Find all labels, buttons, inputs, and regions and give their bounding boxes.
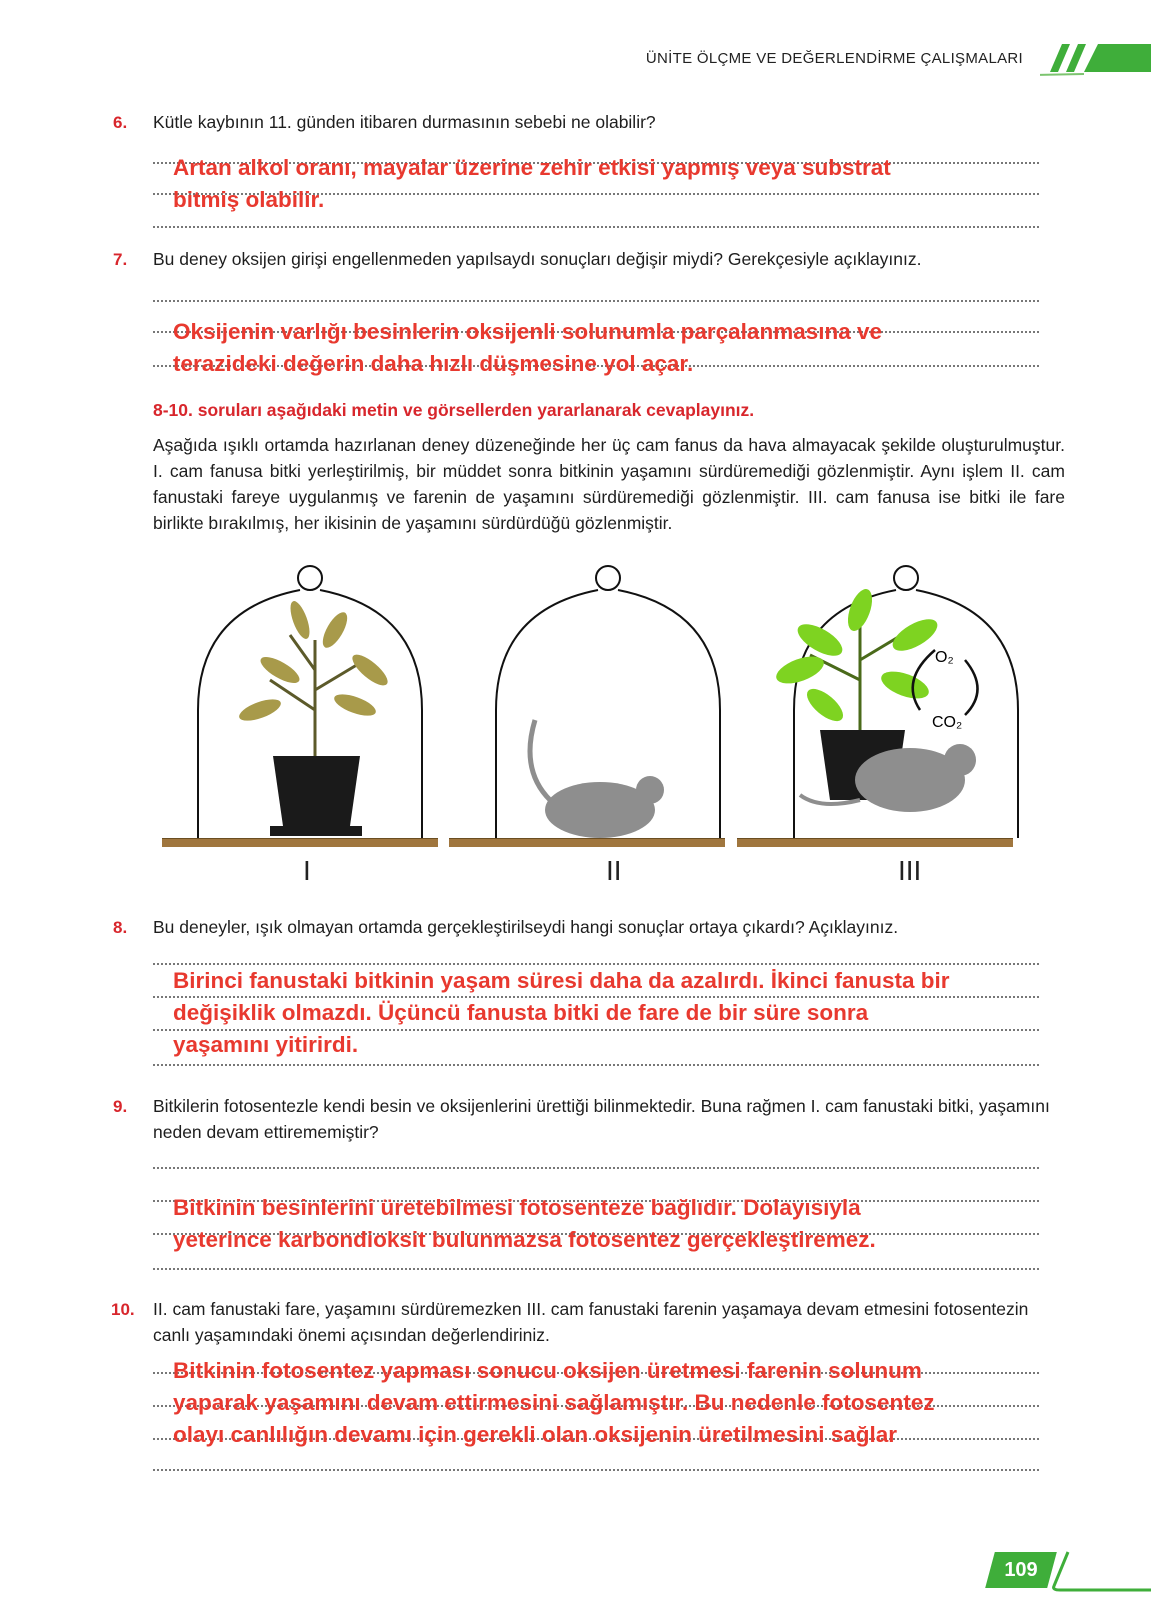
question-number: 7.: [113, 250, 128, 269]
answer-6: Artan alkol oranı, mayalar üzerine zehir etkisi yapmış veya substrat bitmiş olabilir.: [173, 155, 891, 212]
section-paragraph: Aşağıda ışıklı ortamda hazırlanan deney düzeneğinde her üç cam fanus da hava almayacak şekilde oluşturulmuştur. I. cam fanusa bitki yerleştirilmiş, bir müddet sonra bitkinin yaşamını sürdüremediği gözlenmiştir. Aynı işlem II. cam fanustaki fareye uygulanmış ve farenin de yaşamını sürdüremediği gözlenmiştir. III. cam fanusa ise bitki ile fare birlikte bırakılmış, her ikisinin de yaşamını sürdürdüğü gözlenmiştir.: [153, 435, 1065, 533]
question-number: 6.: [113, 113, 128, 132]
question-10-text: II. cam fanustaki fare, yaşamını sürdüremezken III. cam fanustaki farenin yaşamaya devam etmesini fotosentezin canlı yaşamındaki önemi açısından değerlendiriniz.: [153, 1299, 1029, 1345]
o2-label: O₂: [935, 649, 954, 666]
header-stripe-icon: [1040, 40, 1151, 80]
figure-label-3: III: [898, 855, 922, 886]
shelf: [737, 838, 1013, 847]
figure-label-1: I: [303, 855, 311, 886]
footer-stripe-icon: [1050, 1550, 1151, 1592]
co2-label: CO₂: [932, 714, 963, 731]
question-number: 8.: [113, 918, 128, 937]
question-9-text: Bitkilerin fotosentezle kendi besin ve oksijenlerini ürettiği bilinmektedir. Buna rağmen I. cam fanustaki bitki, yaşamını neden devam ettirememiştir?: [153, 1096, 1050, 1142]
question-6-text: Kütle kaybının 11. günden itibaren durmasının sebebi ne olabilir?: [153, 112, 656, 132]
section-heading: 8-10. soruları aşağıdaki metin ve görsellerden yararlanarak cevaplayınız.: [153, 400, 755, 420]
answer-8: Birinci fanustaki bitkinin yaşam süresi daha da azalırdı. İkinci fanusta bir değişiklik olmazdı. Üçüncü fanusta bitki de fare de bir süre sonra yaşamını yitirirdi.: [173, 968, 950, 1057]
shelf: [449, 838, 725, 847]
figure-label-2: II: [606, 855, 622, 886]
shelf: [162, 838, 438, 847]
question-7-text: Bu deney oksijen girişi engellenmeden yapılsaydı sonuçları değişir miydi? Gerekçesiyle açıklayınız.: [153, 249, 922, 269]
answer-9: Bitkinin besinlerini üretebilmesi fotosenteze bağlıdır. Dolayısıyla yeterince karbondioksit bulunmazsa fotosentez gerçekleştiremez.: [173, 1195, 876, 1252]
answer-line: [153, 1469, 1039, 1471]
answer-line: [153, 1268, 1039, 1270]
question-number: 9.: [113, 1097, 128, 1116]
answer-line: [153, 226, 1039, 228]
answer-line: [153, 1064, 1039, 1066]
wilted-plant-icon: [237, 599, 392, 836]
page-number: 109: [985, 1552, 1057, 1588]
answer-line: [153, 300, 1039, 302]
answer-10: Bitkinin fotosentez yapması sonucu oksijen üretmesi farenin solunum yaparak yaşamını devam ettirmesini sağlamıştır. Bu nedenle fotosentez olayı canlılığın devamı için gerekli olan oksijenin üretilmesini sağlar: [173, 1358, 935, 1447]
answer-7: Oksijenin varlığı besinlerin oksijenli solunumla parçalanmasına ve terazideki değerin daha hızlı düşmesine yol açar.: [173, 319, 883, 376]
mouse-icon: [530, 720, 664, 838]
question-number: 10.: [111, 1300, 135, 1319]
question-8-text: Bu deneyler, ışık olmayan ortamda gerçekleştirilseydi hangi sonuçlar ortaya çıkardı? Açıklayınız.: [153, 917, 899, 937]
answer-line: [153, 1167, 1039, 1169]
header-title: ÜNİTE ÖLÇME VE DEĞERLENDİRME ÇALIŞMALARI: [645, 50, 1023, 67]
